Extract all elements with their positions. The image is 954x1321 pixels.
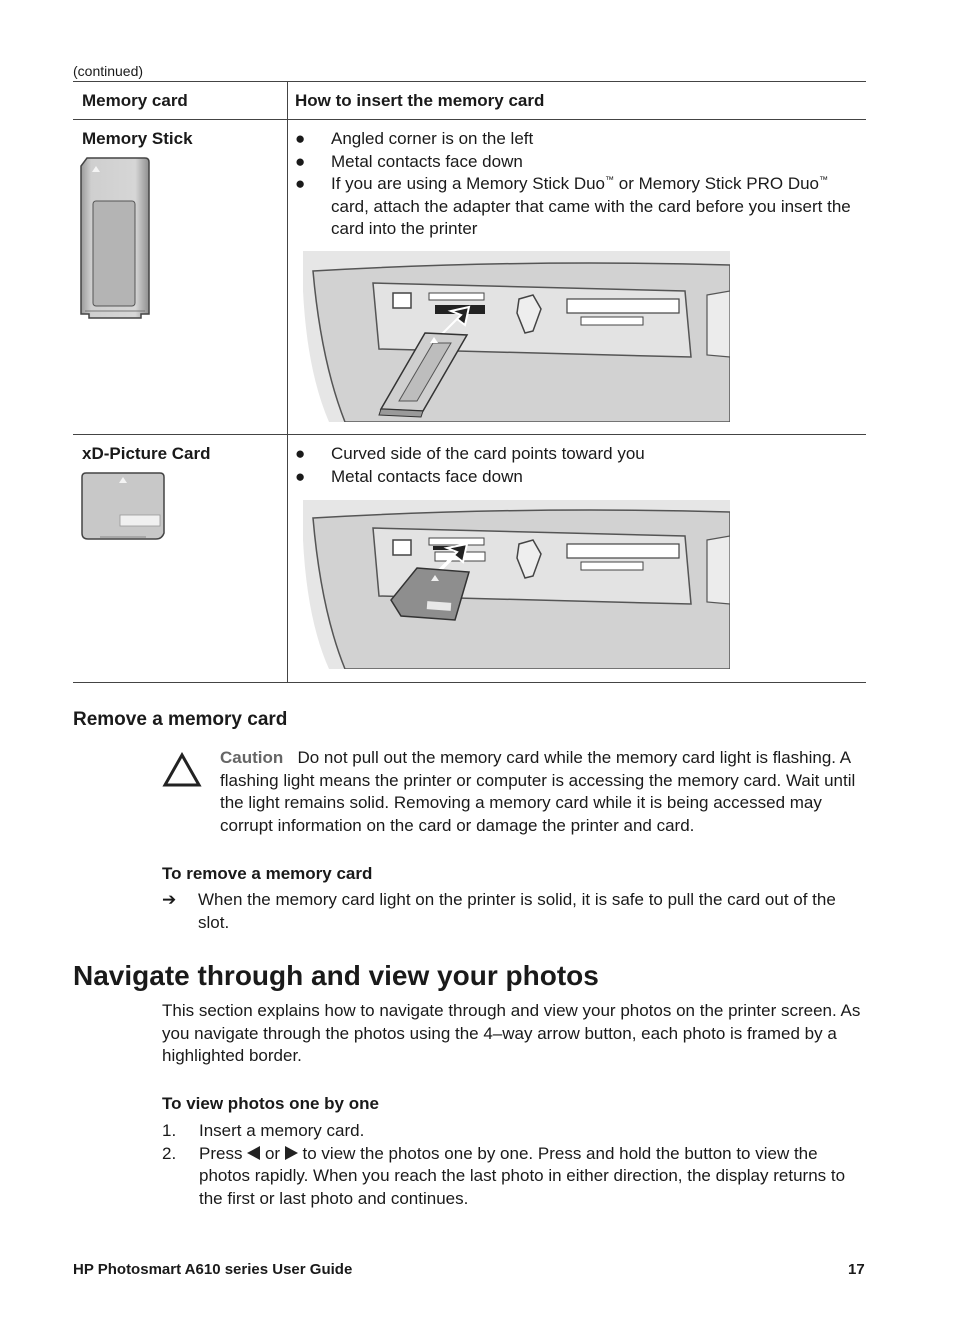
view-photos-steps <box>162 1120 868 1210</box>
memory-card-table <box>73 81 866 683</box>
procedure-title-remove: To remove a memory card <box>162 864 373 883</box>
list-item: ● Curved side of the card points toward you <box>295 444 645 463</box>
col-header-how-to-insert: How to insert the memory card <box>295 91 545 110</box>
xd-card-insertion-illustration <box>299 500 730 669</box>
table-top-rule <box>73 81 866 82</box>
procedure-title-view: To view photos one by one <box>162 1094 379 1113</box>
list-item: ● Angled corner is on the left <box>295 129 534 148</box>
list-item: ● Metal contacts face down <box>295 151 523 171</box>
arrow-icon: ➔ <box>162 890 177 909</box>
remove-procedure-text: When the memory card light on the printer is solid, it is safe to pull the card out of the slot. <box>198 890 836 932</box>
navigate-intro: This section explains how to navigate through and view your photos on the printer screen. As you navigate through the photos using the 4–way arrow button, each photo is framed by a highlighted border. <box>162 1001 861 1065</box>
page-number: 17 <box>848 1261 865 1278</box>
caution-icon <box>162 752 202 788</box>
col-header-memory-card: Memory card <box>82 91 188 110</box>
caution-text: Do not pull out the memory card while the memory card light is flashing. A flashing light means the printer or computer is accessing the memory card. Wait until the light remains solid. Removing a memory card while it is being accessed may corrupt information on the card or damage the printer and card. <box>220 748 856 835</box>
table-header-rule <box>73 119 866 120</box>
caution-label: Caution <box>220 748 284 767</box>
right-arrow-icon <box>285 1146 298 1160</box>
xd-card-instructions <box>295 443 861 488</box>
list-item: 2. Press or to view the photos one by one. Press and hold the button to view the photos rapidly. When you reach the last photo in either direction, the display returns to the first or last photo and continues. <box>162 1143 846 1208</box>
list-item: 1. Insert a memory card. <box>162 1121 365 1140</box>
left-arrow-icon <box>247 1146 260 1160</box>
caution-note <box>220 747 868 837</box>
footer-guide-title: HP Photosmart A610 series User Guide <box>73 1261 353 1278</box>
list-item: ● If you are using a Memory Stick Duo™ or Memory Stick PRO Duo™ card, attach the adapter that came with the card before you insert the card into the printer <box>295 174 851 238</box>
remove-procedure-step <box>162 889 868 934</box>
section-title-navigate: Navigate through and view your photos <box>73 960 599 991</box>
memory-stick-instructions <box>295 128 861 241</box>
continued-label: (continued) <box>73 63 144 79</box>
table-column-rule <box>287 81 288 683</box>
memory-stick-insertion-illustration <box>299 251 730 422</box>
section-title-remove: Remove a memory card <box>73 709 288 730</box>
card-name-memory-stick: Memory Stick <box>82 129 193 148</box>
xd-picture-card-illustration <box>80 471 166 543</box>
card-name-xd-picture-card: xD-Picture Card <box>82 444 211 463</box>
table-row-rule <box>73 434 866 435</box>
memory-stick-card-illustration <box>79 156 151 322</box>
list-item: ● Metal contacts face down <box>295 466 523 486</box>
table-bottom-rule <box>73 682 866 683</box>
